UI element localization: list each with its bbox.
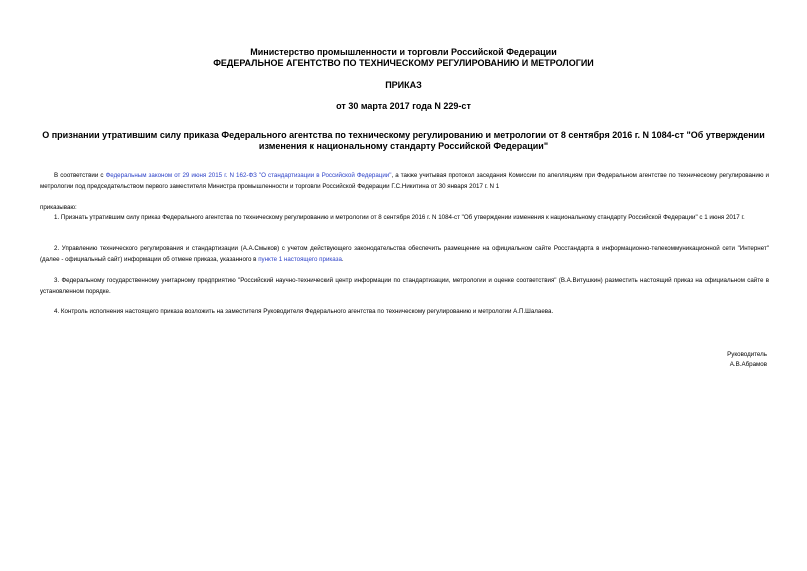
signature-position: Руководитель — [727, 351, 767, 358]
ministry-name: Министерство промышленности и торговли Российской Федерации — [250, 47, 557, 57]
item-4-paragraph: 4. Контроль исполнения настоящего приказа возложить на заместителя Руководителя Федерального агентства по техническому регулированию и метрологии А.П.Шалаева. — [54, 308, 554, 315]
item-1-paragraph: 1. Признать утратившим силу приказ Федерального агентства по техническому регулированию и метрологии от 8 сентября 2016 г. N 1084-ст "Об утверждении изменения к национальному стандарту Российской Федерации" с 1 июня 2017 г. — [54, 214, 745, 221]
document-type: ПРИКАЗ — [385, 80, 422, 90]
federal-law-link[interactable]: Федеральным законом от 29 июня 2015 г. N 162-ФЗ "О стандартизации в Российской Федерации" — [105, 172, 392, 179]
preamble-text-start: В соответствии с — [54, 172, 106, 179]
agency-name: ФЕДЕРАЛЬНОЕ АГЕНТСТВО ПО ТЕХНИЧЕСКОМУ РЕГУЛИРОВАНИЮ И МЕТРОЛОГИИ — [213, 58, 594, 68]
signature-name: А.В.Абрамов — [729, 361, 767, 368]
item-2-end: . — [341, 255, 344, 263]
document-date-number: от 30 марта 2017 года N 229-ст — [336, 101, 471, 111]
item-2-paragraph — [40, 244, 769, 265]
item-2-text: 2. Управлению технического регулирования и стандартизации (А.А.Смыков) с учетом действующего законодательства обеспечить размещение на официальном сайте Росстандарта в информационно-телекоммуникационной сети "Интернет" (далее - официальный сайт) информации об отмене приказа, указанного в — [40, 245, 769, 263]
order-word: приказываю: — [40, 204, 77, 211]
clause-1-link[interactable]: пункте 1 настоящего приказа — [258, 255, 342, 263]
preamble-paragraph — [40, 171, 769, 192]
preamble-text-end: , а также учитывая протокол заседания Комиссии по апелляциям при Федеральном агентстве по техническому регулированию и метрологии под председательством первого заместителя Министра промышленности и торговли Российской Федерации Г.С.Никитина от 30 января 2017 г. N 1 — [40, 172, 770, 190]
item-3-paragraph: 3. Федеральному государственному унитарному предприятию "Российский научно-технический центр информации по стандартизации, метрологии и оценке соответствия" (В.А.Витушкин) разместить настоящий приказ на официальном сайте в установленном порядке. — [40, 277, 769, 295]
document-title: О признании утратившим силу приказа Федерального агентства по техническому регулированию и метрологии от 8 сентября 2016 г. N 1084-ст "Об утверждении изменения к национальному стандарту Российской Федерации" — [42, 130, 765, 151]
